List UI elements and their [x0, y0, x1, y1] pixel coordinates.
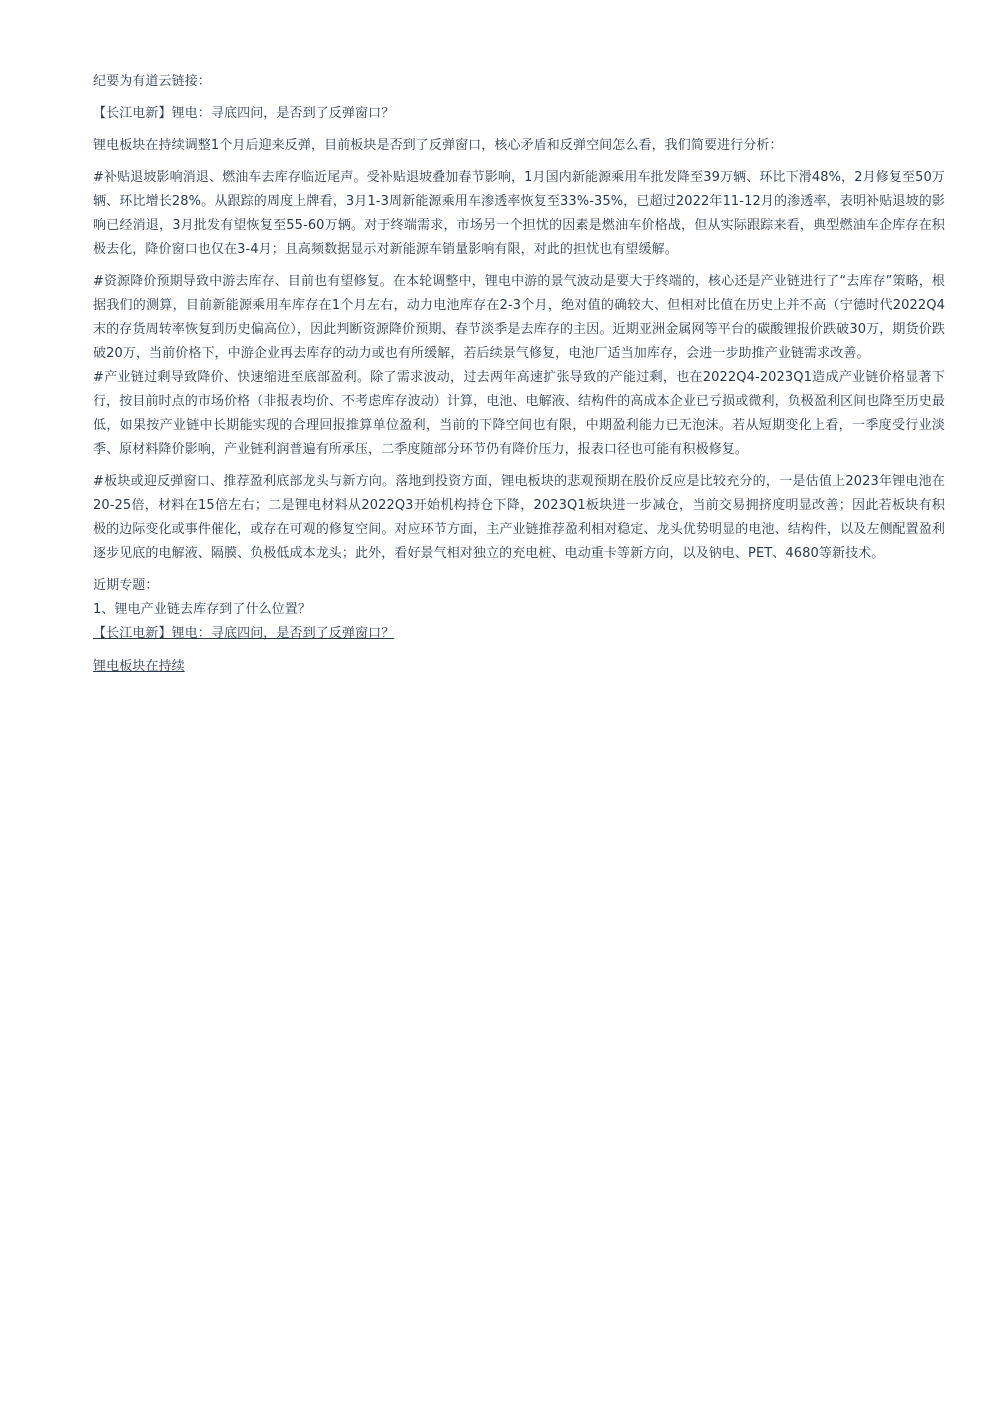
section-destocking-paragraph: #资源降价预期导致中游去库存、目前也有望修复。在本轮调整中，锂电中游的景气波动是要大于终端的，核心还是产业链进行了“去库存”策略，根据我们的测算，目前新能源乘用车库存在1个月左右，动力电池库存在2-3个月，绝对值的确较大、但相对比值在历史上并不高（宁德时代2022Q4末的存货周转率恢复到历史偏高位），因此判断资源降价预期、春节淡季是去库存的主因。近期亚洲金属网等平台的碳酸锂报价跌破30万，期货价跌破20万，当前价格下，中游企业再去库存的动力或也有所缓解，若后续景气修复，电池厂适当加库存，会进一步助推产业链需求改善。	[93, 274, 945, 361]
section-subsidy-paragraph: #补贴退坡影响消退、燃油车去库存临近尾声。受补贴退坡叠加春节影响，1月国内新能源乘用车批发降至39万辆、环比下滑48%，2月修复至50万辆、环比增长28%。从跟踪的周度上牌看，3月1-3周新能源乘用车渗透率恢复至33%-35%，已超过2022年11-12月的渗透率，表明补贴退坡的影响已经消退，3月批发有望恢复至55-60万辆。对于终端需求，市场另一个担忧的因素是燃油车价格战，但从实际跟踪来看，典型燃油车企库存在积极去化，降价窗口也仅在3-4月；且高频数据显示对新能源车销量影响有限，对此的担忧也有望缓解。	[93, 170, 945, 257]
intro-line: 纪要为有道云链接：	[93, 74, 211, 89]
lead-paragraph: 锂电板块在持续调整1个月后迎来反弹，目前板块是否到了反弹窗口，核心矛盾和反弹空间怎么看，我们简要进行分析：	[93, 138, 783, 153]
section-overcapacity-paragraph: #产业链过剩导致降价、快速缩进至底部盈利。除了需求波动，过去两年高速扩张导致的产能过剩，也在2022Q4-2023Q1造成产业链价格显著下行，按目前时点的市场价格（非报表均价、不考虑库存波动）计算，电池、电解液、结构件的高成本企业已亏损或微利，负极盈利区间也降至历史最低，如果按产业链中长期能实现的合理回报推算单位盈利，当前的下降空间也有限，中期盈利能力已无泡沫。若从短期变化上看，一季度受行业淡季、原材料降价影响，产业链利润普遍有所承压，二季度随部分环节仍有降价压力，报表口径也可能有积极修复。	[93, 370, 945, 457]
recent-topics-heading: 近期专题：	[93, 578, 159, 593]
topic-link-title[interactable]: 【长江电新】锂电：寻底四问，是否到了反弹窗口？	[93, 626, 395, 641]
section-investment-paragraph: #板块或迎反弹窗口、推荐盈利底部龙头与新方向。落地到投资方面，锂电板块的悲观预期在股价反应是比较充分的，一是估值上2023年锂电池在20-25倍，材料在15倍左右；二是锂电材料从2022Q3开始机构持仓下降，2023Q1板块进一步减仓，当前交易拥挤度明显改善；因此若板块有积极的边际变化或事件催化，或存在可观的修复空间。对应环节方面，主产业链推荐盈利相对稳定、龙头优势明显的电池、结构件，以及左侧配置盈利逐步见底的电解液、隔膜、负极低成本龙头；此外，看好景气相对独立的充电桩、电动重卡等新方向，以及钠电、PET、4680等新技术。	[93, 474, 945, 561]
recent-topic-item: 1、锂电产业链去库存到了什么位置？	[93, 602, 311, 617]
topic-link-excerpt[interactable]: 锂电板块在持续	[93, 659, 185, 674]
title-line: 【长江电新】锂电：寻底四问，是否到了反弹窗口？	[93, 106, 395, 121]
document-body	[93, 70, 945, 679]
